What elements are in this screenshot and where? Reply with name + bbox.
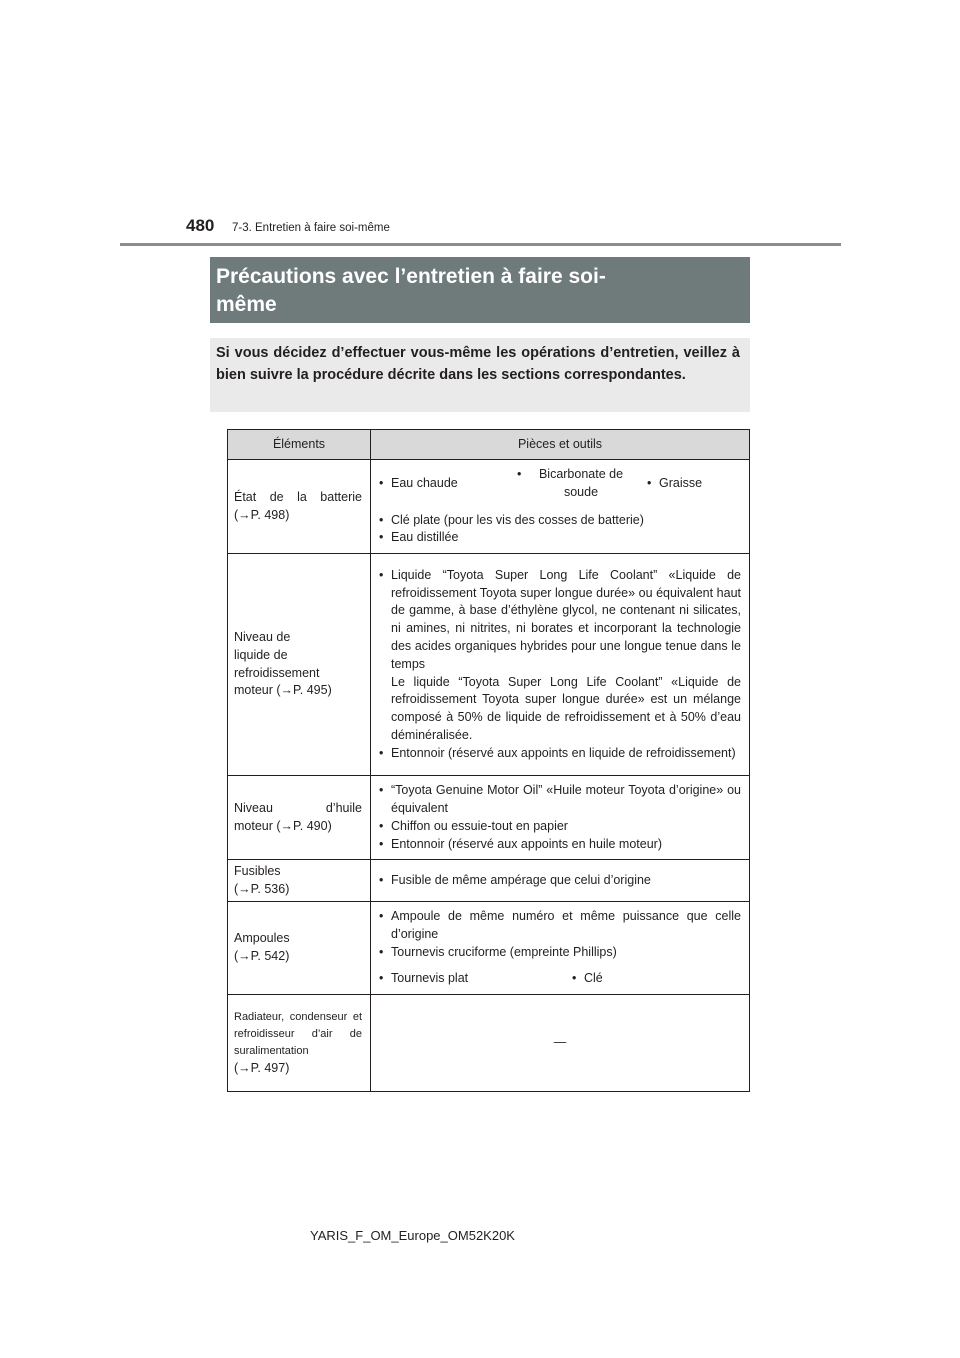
page-number: 480 xyxy=(186,216,215,235)
element-label: Ampoules xyxy=(234,931,290,946)
table-header-row xyxy=(228,430,750,460)
element-label-line: Niveau de xyxy=(234,630,291,645)
list-item: • Entonnoir (réservé aux appoints en huile moteur) xyxy=(379,836,741,854)
table-row xyxy=(228,994,750,1091)
list-item: • Entonnoir (réservé aux appoints en liquide de refroidissement) xyxy=(379,745,741,763)
page-title-line-2: même xyxy=(216,293,277,316)
table-row xyxy=(228,860,750,902)
intro-text: Si vous décidez d’effectuer vous-même les opérations d’entretien, veillez à bien suivre la procédure décrite dans les sections correspondantes. xyxy=(210,338,750,412)
element-ref: (→P. 498) xyxy=(234,507,290,522)
tools-cell xyxy=(371,554,750,776)
table-row xyxy=(228,554,750,776)
list-item: • Graisse xyxy=(647,475,702,493)
table-row xyxy=(228,776,750,860)
page-title-line-1: Précautions avec l’entretien à faire soi- xyxy=(216,265,606,288)
list-item: • Tournevis plat xyxy=(379,970,572,988)
list-item: • Chiffon ou essuie-tout en papier xyxy=(379,818,741,836)
list-item: • “Toyota Genuine Motor Oil” «Huile moteur Toyota d’origine» ou équivalent xyxy=(379,782,741,818)
tools-cell xyxy=(371,860,750,902)
tools-cell xyxy=(371,776,750,860)
tools-cell-empty: — xyxy=(371,994,750,1091)
element-ref: moteur (→P. 490) xyxy=(234,818,332,833)
tools-inline-row xyxy=(379,466,741,502)
header-rule xyxy=(120,243,841,246)
element-cell xyxy=(228,460,371,554)
list-item: • Fusible de même ampérage que celui d’origine xyxy=(379,872,741,890)
element-label-line: moteur (→P. 495) xyxy=(234,683,332,698)
tools-inline-row xyxy=(379,970,741,988)
element-ref: (→P. 536) xyxy=(234,881,290,896)
parts-table xyxy=(227,429,750,1092)
list-item xyxy=(379,567,741,745)
element-label-line: refroidissement xyxy=(234,665,320,680)
header-elements: Éléments xyxy=(228,430,371,460)
element-cell xyxy=(228,776,371,860)
tools-cell xyxy=(371,460,750,554)
document-code: YARIS_F_OM_Europe_OM52K20K xyxy=(310,1228,515,1243)
element-cell xyxy=(228,902,371,994)
coolant-spec: • Liquide “Toyota Super Long Life Coolant” «Liquide de refroidissement Toyota super longue durée» ou équivalent haut de gamme, à base d’éthylène glycol, ne contenant ni silicates, ni amines, ni nitrites, ni borates et incorporant la technologie des acides organiques hybrides pour une longue tenue dans le temps xyxy=(391,567,741,671)
element-cell xyxy=(228,554,371,776)
element-label: Niveau d’huile xyxy=(234,800,362,815)
coolant-note: Le liquide “Toyota Super Long Life Coolant” «Liquide de refroidissement Toyota super longue durée» est un mélange composé à 50% de liquide de refroidissement et à 50% d’eau déminéralisée. xyxy=(391,674,741,742)
table-row xyxy=(228,902,750,994)
page-title xyxy=(210,257,750,323)
list-item: • Clé plate (pour les vis des cosses de batterie) xyxy=(379,512,741,530)
tools-cell xyxy=(371,902,750,994)
table-row xyxy=(228,460,750,554)
section-label: 7-3. Entretien à faire soi-même xyxy=(232,222,390,234)
element-label-line: liquide de xyxy=(234,647,288,662)
list-item: • Ampoule de même numéro et même puissance que celle d’origine xyxy=(379,908,741,944)
list-item: • Clé xyxy=(572,970,603,988)
header-parts-tools: Pièces et outils xyxy=(371,430,750,460)
element-label: Radiateur, condenseur et refroidisseur d’air de suralimentation xyxy=(234,1010,362,1057)
element-label: État de la batterie xyxy=(234,489,362,504)
list-item: • Tournevis cruciforme (empreinte Phillips) xyxy=(379,944,741,962)
element-cell xyxy=(228,994,371,1091)
list-item: • Bicarbonate de soude xyxy=(517,466,633,502)
list-item: • Eau distillée xyxy=(379,529,741,547)
list-item: • Eau chaude xyxy=(379,475,517,493)
element-ref: (→P. 497) xyxy=(234,1060,290,1075)
element-label: Fusibles xyxy=(234,864,281,879)
element-ref: (→P. 542) xyxy=(234,948,290,963)
element-cell xyxy=(228,860,371,902)
